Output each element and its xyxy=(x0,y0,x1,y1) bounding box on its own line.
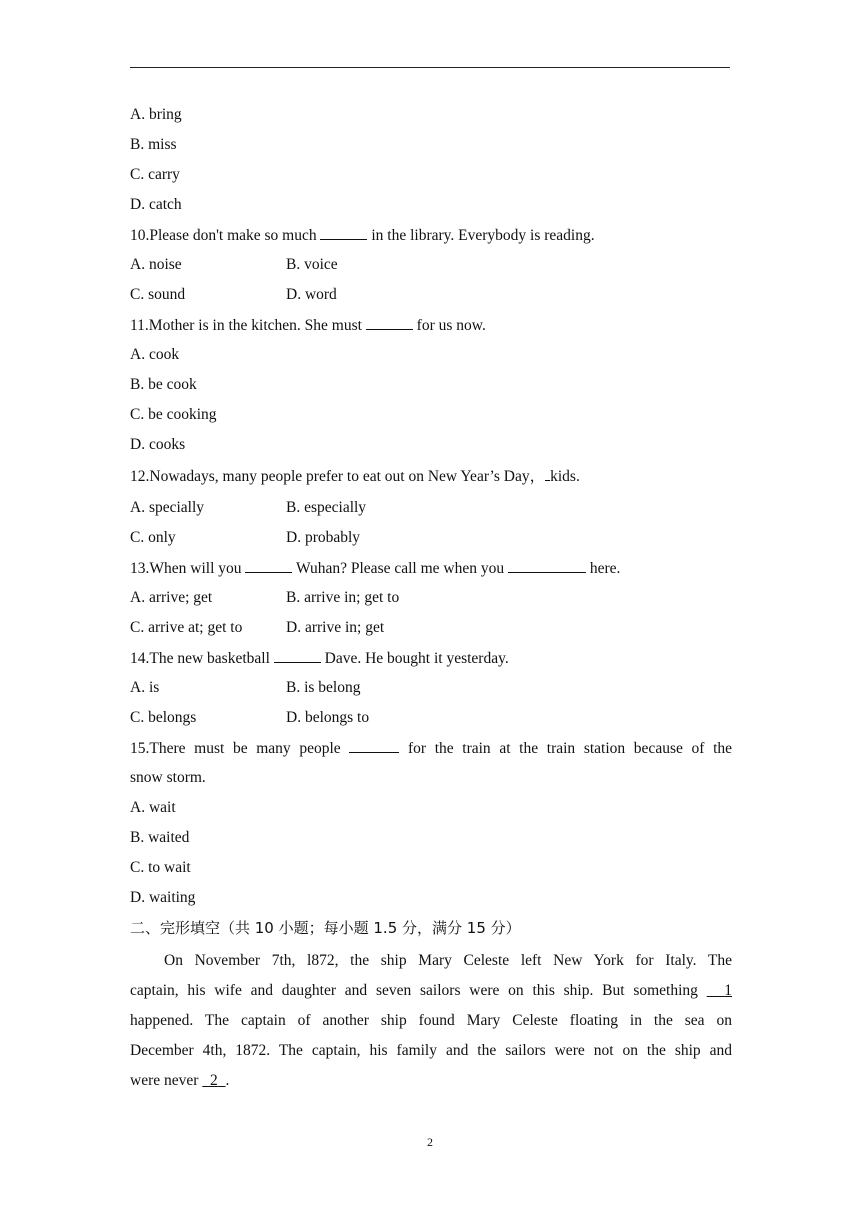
q13-option-d: D. arrive in; get xyxy=(286,619,385,636)
q12-option-c: C. only xyxy=(130,529,176,546)
q10-option-c: C. sound xyxy=(130,286,186,303)
q15-option-a: A. wait xyxy=(130,799,176,816)
passage-line-5 xyxy=(130,1071,229,1091)
q13-option-b: B. arrive in; get to xyxy=(286,589,400,606)
q14-stem-post: Dave. He bought it yesterday. xyxy=(324,650,509,667)
q9-option-c: C. carry xyxy=(130,166,180,183)
passage-blank-2 xyxy=(202,1072,225,1089)
q11-option-c: C. be cooking xyxy=(130,406,217,423)
q13-stem-pre: 13.When will you xyxy=(130,560,242,577)
q13-stem-mid: Wuhan? Please call me when you xyxy=(295,560,505,577)
q12-option-b: B. especially xyxy=(286,499,367,516)
q15-option-c: C. to wait xyxy=(130,859,191,876)
passage-line-5-text: were never xyxy=(130,1072,199,1089)
q13-stem-post: here. xyxy=(589,560,621,577)
q13-stem xyxy=(130,558,620,579)
passage-line-1: On November 7th, l872, the ship Mary Celeste left New York for Italy. The xyxy=(164,952,732,969)
q11-stem xyxy=(130,315,486,336)
passage-line-4: December 4th, 1872. The captain, his family and the sailors were not on the ship and xyxy=(130,1042,732,1059)
q10-stem-pre: 10.Please don't make so much xyxy=(130,227,317,244)
q15-option-b: B. waited xyxy=(130,829,190,846)
q15-stem-pre: 15.There must be many people xyxy=(130,740,341,757)
q11-option-b: B. be cook xyxy=(130,376,197,393)
passage-line-3: happened. The captain of another ship found Mary Celeste floating in the sea on xyxy=(130,1012,732,1029)
header-rule xyxy=(130,67,730,68)
q14-option-d: D. belongs to xyxy=(286,709,370,726)
q11-stem-post: for us now. xyxy=(416,317,486,334)
passage-blank-1 xyxy=(707,982,732,999)
q11-stem-pre: 11.Mother is in the kitchen. She must xyxy=(130,317,362,334)
q12-stem-post: kids. xyxy=(550,468,580,485)
q15-option-d: D. waiting xyxy=(130,889,196,906)
passage-line-5-end: . xyxy=(225,1072,230,1089)
q11-option-a: A. cook xyxy=(130,346,180,363)
q15-blank xyxy=(349,738,399,753)
q14-option-a: A. is xyxy=(130,679,160,696)
q10-blank xyxy=(320,225,367,240)
page-number: 2 xyxy=(427,1135,433,1149)
passage-blank-1-number: 1 xyxy=(724,982,733,999)
q14-stem-pre: 14.The new basketball xyxy=(130,650,270,667)
q15-stem-line1 xyxy=(130,738,732,759)
passage-blank-2-number: 2 xyxy=(210,1072,218,1089)
q12-option-a: A. specially xyxy=(130,499,205,516)
q15-stem-line2: snow storm. xyxy=(130,769,206,786)
passage-line-2-text: captain, his wife and daughter and seven sailors were on this ship. But something xyxy=(130,982,698,999)
q13-blank-1 xyxy=(245,558,292,573)
section-heading: 二、完形填空（共 10 小题；每小题 1.5 分，满分 15 分） xyxy=(130,919,521,937)
q14-blank xyxy=(274,648,321,663)
passage-line-2 xyxy=(130,981,732,1001)
q9-option-a: A. bring xyxy=(130,106,182,123)
q12-stem xyxy=(130,466,580,487)
q11-blank xyxy=(366,315,413,330)
q12-stem-pre: 12.Nowadays, many people prefer to eat out on New Year’s Day， xyxy=(130,468,546,485)
q10-option-b: B. voice xyxy=(286,256,338,273)
q14-option-c: C. belongs xyxy=(130,709,197,726)
q9-option-d: D. catch xyxy=(130,196,182,213)
q14-stem xyxy=(130,648,509,669)
q15-stem-post: for the train at the train station because of the xyxy=(407,740,733,757)
q10-stem xyxy=(130,225,595,246)
q13-blank-2 xyxy=(508,558,586,573)
q11-option-d: D. cooks xyxy=(130,436,186,453)
q10-option-a: A. noise xyxy=(130,256,182,273)
q14-option-b: B. is belong xyxy=(286,679,361,696)
q13-option-c: C. arrive at; get to xyxy=(130,619,243,636)
q13-option-a: A. arrive; get xyxy=(130,589,213,606)
q10-option-d: D. word xyxy=(286,286,337,303)
q12-option-d: D. probably xyxy=(286,529,361,546)
q9-option-b: B. miss xyxy=(130,136,177,153)
q10-stem-post: in the library. Everybody is reading. xyxy=(371,227,595,244)
